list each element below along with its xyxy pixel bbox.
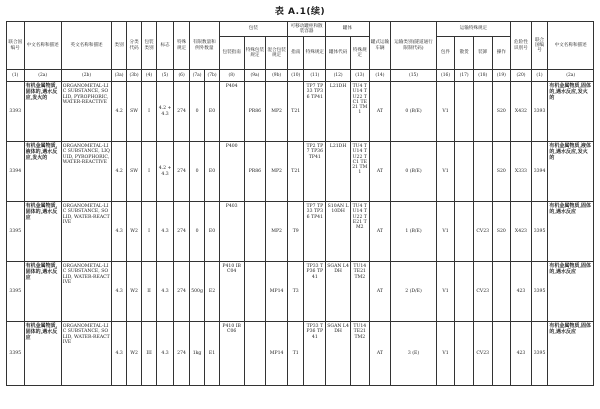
header-pt-instructions: 指南 [287, 37, 304, 70]
operation-cell: S20 [492, 202, 511, 262]
column-number: (5) [156, 70, 174, 82]
special-provisions-cell: 274 [174, 322, 189, 386]
class-cell: 4.3 [112, 262, 126, 322]
operation-cell [492, 322, 511, 386]
loading-cell [473, 82, 492, 142]
bulk-cell [455, 142, 474, 202]
pt-instructions-cell: T3 [287, 262, 304, 322]
special-provisions-cell: 274 [174, 142, 189, 202]
column-number: (9a) [244, 70, 266, 82]
tank-code-cell: SGAN L4DH [326, 262, 351, 322]
un-number-right-cell: 3395 [531, 202, 548, 262]
excepted-quantity-cell: E1 [205, 322, 219, 386]
name-en-cell: ORGANOMETAL-LIC SUBSTANCE, LIQUID, PYROPHORIC, WATER-REACTIVE [61, 142, 112, 202]
loading-cell: CV23 [473, 322, 492, 386]
operation-cell: S20 [492, 142, 511, 202]
dangerous-goods-table [6, 21, 594, 386]
header-limited-excepted: 有限数量和例外数量 [189, 22, 219, 70]
pt-special-cell: TP7 TP33 TP36 TP41 [304, 82, 326, 142]
packing-group-cell: I [142, 202, 156, 262]
labels-cell: 4.2 + 4.3 [156, 142, 174, 202]
header-loading: 装卸 [473, 37, 492, 70]
special-provisions-cell: 274 [174, 202, 189, 262]
tank-special-cell: TU4 TU14 TU22 TE21 TM2 [350, 202, 369, 262]
pt-special-cell: TP2 TP7 TP36 TP41 [304, 142, 326, 202]
hazard-id-cell: X432 [511, 82, 532, 142]
column-number: (16) [436, 70, 455, 82]
packing-group-cell: I [142, 82, 156, 142]
special-packing-cell [244, 262, 266, 322]
bulk-cell [455, 322, 474, 386]
column-number: (2b) [61, 70, 112, 82]
classification-code-cell: W2 [126, 322, 141, 386]
un-number-right-cell: 3394 [531, 142, 548, 202]
tank-special-cell: TU14 TE21 TM2 [350, 262, 369, 322]
column-number: (18) [473, 70, 492, 82]
packing-instructions-cell: P410 IBC06 [219, 322, 244, 386]
vehicle-cell: AT [369, 82, 391, 142]
name-en-cell: ORGANOMETAL-LIC SUBSTANCE, SOLID, WATER-REACTIVE [61, 322, 112, 386]
loading-cell: CV23 [473, 202, 492, 262]
classification-code-cell: W2 [126, 202, 141, 262]
header-packages: 包件 [436, 37, 455, 70]
header-un-number: 联合国编号 [7, 22, 25, 70]
un-number-right-cell: 3395 [531, 322, 548, 386]
pt-special-cell: TP33 TP36 TP41 [304, 262, 326, 322]
class-cell: 4.3 [112, 322, 126, 386]
vehicle-cell: AT [369, 322, 391, 386]
header-tanks: 罐体 [326, 22, 369, 37]
name-cn-right-cell: 有机金属物质,固体的,遇水反应 [548, 262, 594, 322]
mixed-packing-cell: MP2 [266, 82, 288, 142]
un-number-right-cell: 3393 [531, 82, 548, 142]
name-cn-right-cell: 有机金属物质,固体的,遇水反应,发火的 [548, 82, 594, 142]
tank-code-cell: L21DH [326, 142, 351, 202]
table-row [7, 322, 594, 386]
header-operation: 操作 [492, 37, 511, 70]
excepted-quantity-cell: E0 [205, 202, 219, 262]
transport-category-cell: 2 (D/E) [391, 262, 436, 322]
transport-category-cell: 0 (B/E) [391, 82, 436, 142]
header-transport-category: 运输类别(隧道通行限制代码) [391, 22, 436, 70]
packing-instructions-cell: P400 [219, 142, 244, 202]
vehicle-cell: AT [369, 262, 391, 322]
name-cn-right-cell: 有机金属物质,固体的,遇水反应 [548, 202, 594, 262]
packing-instructions-cell: P403 [219, 202, 244, 262]
excepted-quantity-cell: E2 [205, 262, 219, 322]
column-number: (9b) [266, 70, 288, 82]
column-number: (15) [391, 70, 436, 82]
limited-quantity-cell: 500g [189, 262, 204, 322]
special-packing-cell [244, 322, 266, 386]
column-number: (10) [287, 70, 304, 82]
limited-quantity-cell: 0 [189, 82, 204, 142]
header-classification-code: 分类代码 [126, 22, 141, 70]
pt-special-cell: TP7 TP33 TP36 TP41 [304, 202, 326, 262]
class-cell: 4.2 [112, 82, 126, 142]
un-number-right-cell: 3395 [531, 262, 548, 322]
mixed-packing-cell: MP2 [266, 202, 288, 262]
header-class: 类别 [112, 22, 126, 70]
hazard-id-cell: 423 [511, 262, 532, 322]
column-number: (6) [174, 70, 189, 82]
packages-cell: V1 [436, 262, 455, 322]
header-name-cn: 中文名称和描述 [24, 22, 61, 70]
packing-instructions-cell: P410 IBC04 [219, 262, 244, 322]
pt-instructions-cell: T21 [287, 82, 304, 142]
pt-special-cell: TP33 TP36 TP41 [304, 322, 326, 386]
labels-cell: 4.3 [156, 262, 174, 322]
mixed-packing-cell: MP14 [266, 262, 288, 322]
un-number-cell: 3395 [7, 202, 25, 262]
header-hazard-id: 危险性识别号 [511, 22, 532, 70]
header-labels: 标志 [156, 22, 174, 70]
header-special-packing: 特殊包装规定 [244, 37, 266, 70]
packages-cell: V1 [436, 82, 455, 142]
column-number: (20) [511, 70, 532, 82]
column-number: (7a) [189, 70, 204, 82]
column-number: (14) [369, 70, 391, 82]
header-pt-special: 特殊规定 [304, 37, 326, 70]
table-title: 表 A.1(续) [274, 7, 326, 17]
limited-quantity-cell: 0 [189, 202, 204, 262]
bulk-cell [455, 82, 474, 142]
header-un-number-right: 联合国编号 [531, 22, 548, 70]
hazard-id-cell: 423 [511, 322, 532, 386]
class-cell: 4.2 [112, 142, 126, 202]
packages-cell: V1 [436, 202, 455, 262]
header-row-top [7, 22, 594, 37]
hazard-id-cell: X333 [511, 142, 532, 202]
special-packing-cell: PR86 [244, 142, 266, 202]
column-number: (3b) [126, 70, 141, 82]
column-number: (3a) [112, 70, 126, 82]
tank-code-cell: S10AN L10DH [326, 202, 351, 262]
vehicle-cell: AT [369, 142, 391, 202]
table-row [7, 142, 594, 202]
name-cn-cell: 有机金属物质,固体的,遇水反应 [24, 202, 61, 262]
column-number: (2a) [548, 70, 594, 82]
header-packing-instructions: 包装指南 [219, 37, 244, 70]
name-cn-cell: 有机金属物质,固体的,遇水反应 [24, 322, 61, 386]
labels-cell: 4.3 [156, 322, 174, 386]
name-cn-right-cell: 有机金属物质,液体的,遇水反应,发火的 [548, 142, 594, 202]
packing-group-cell: II [142, 262, 156, 322]
header-name-cn-right: 中文名称和描述 [548, 22, 594, 70]
column-number: (8) [219, 70, 244, 82]
column-number: (12) [326, 70, 351, 82]
vehicle-cell: AT [369, 202, 391, 262]
packing-instructions-cell: P404 [219, 82, 244, 142]
loading-cell [473, 142, 492, 202]
column-number: (17) [455, 70, 474, 82]
name-cn-right-cell: 有机金属物质,固体的,遇水反应 [548, 322, 594, 386]
classification-code-cell: SW [126, 82, 141, 142]
name-en-cell: ORGANOMETAL-LIC SUBSTANCE, SOLID, WATER-REACTIVE [61, 262, 112, 322]
transport-category-cell: 1 (B/E) [391, 202, 436, 262]
un-number-cell: 3393 [7, 82, 25, 142]
table-row [7, 82, 594, 142]
loading-cell: CV23 [473, 262, 492, 322]
un-number-cell: 3395 [7, 322, 25, 386]
table-body [7, 70, 594, 386]
header-packing-group-span: 包装 [219, 22, 287, 37]
column-number: (4) [142, 70, 156, 82]
table-row [7, 262, 594, 322]
bulk-cell [455, 202, 474, 262]
class-cell: 4.3 [112, 202, 126, 262]
column-number: (1) [7, 70, 25, 82]
limited-quantity-cell: 1kg [189, 322, 204, 386]
column-number-row [7, 70, 594, 82]
name-en-cell: ORGANOMETAL-LIC SUBSTANCE, SOLID, PYROPHORIC, WATER-REACTIVE [61, 82, 112, 142]
header-mixed-packing: 混合包装规定 [266, 37, 288, 70]
mixed-packing-cell: MP14 [266, 322, 288, 386]
tank-code-cell: SGAN L4DH [326, 322, 351, 386]
transport-category-cell: 0 (B/E) [391, 142, 436, 202]
labels-cell: 4.3 [156, 202, 174, 262]
limited-quantity-cell: 0 [189, 142, 204, 202]
transport-category-cell: 3 (E) [391, 322, 436, 386]
tank-special-cell: TU4 TU14 TU22 TC1 TE21 TM1 [350, 142, 369, 202]
table-row [7, 202, 594, 262]
un-number-cell: 3394 [7, 142, 25, 202]
hazard-id-cell: X423 [511, 202, 532, 262]
packing-group-cell: III [142, 322, 156, 386]
header-tank-code: 罐体代码 [326, 37, 351, 70]
header-name-en: 英文名称和描述 [61, 22, 112, 70]
excepted-quantity-cell: E0 [205, 82, 219, 142]
column-number: (2a) [24, 70, 61, 82]
packages-cell: V1 [436, 142, 455, 202]
operation-cell [492, 262, 511, 322]
name-en-cell: ORGANOMETAL-LIC SUBSTANCE, SOLID, WATER-REACTIVE [61, 202, 112, 262]
pt-instructions-cell: T1 [287, 322, 304, 386]
classification-code-cell: W2 [126, 262, 141, 322]
special-packing-cell: PR86 [244, 82, 266, 142]
tank-special-cell: TU14 TE21 TM2 [350, 322, 369, 386]
header-special-transport: 运输特殊规定 [436, 22, 510, 37]
header-tank-special: 特殊规定 [350, 37, 369, 70]
bulk-cell [455, 262, 474, 322]
labels-cell: 4.2 + 4.3 [156, 82, 174, 142]
tank-special-cell: TU4 TU14 TU22 TC1 TE21 TM1 [350, 82, 369, 142]
header-portable-tanks: 可移动罐柜和散装容器 [287, 22, 325, 37]
special-provisions-cell: 274 [174, 82, 189, 142]
column-number: (7b) [205, 70, 219, 82]
name-cn-cell: 有机金属物质,固体的,遇水反应,发火的 [24, 82, 61, 142]
column-number: (1) [531, 70, 548, 82]
name-cn-cell: 有机金属物质,液体的,遇水反应,发火的 [24, 142, 61, 202]
pt-instructions-cell: T21 [287, 142, 304, 202]
excepted-quantity-cell: E0 [205, 142, 219, 202]
operation-cell: S20 [492, 82, 511, 142]
special-provisions-cell: 274 [174, 262, 189, 322]
column-number: (11) [304, 70, 326, 82]
mixed-packing-cell: MP2 [266, 142, 288, 202]
packages-cell: V1 [436, 322, 455, 386]
column-number: (19) [492, 70, 511, 82]
special-packing-cell [244, 202, 266, 262]
header-special-provisions: 特殊规定 [174, 22, 189, 70]
tank-code-cell: L21DH [326, 82, 351, 142]
name-cn-cell: 有机金属物质,固体的,遇水反应 [24, 262, 61, 322]
un-number-cell: 3395 [7, 262, 25, 322]
pt-instructions-cell: T9 [287, 202, 304, 262]
column-number: (13) [350, 70, 369, 82]
packing-group-cell: I [142, 142, 156, 202]
classification-code-cell: SW [126, 142, 141, 202]
header-packing-group: 包装类别 [142, 22, 156, 70]
header-bulk: 散货 [455, 37, 474, 70]
header-vehicle-for-tank: 罐式运输车辆 [369, 22, 391, 70]
